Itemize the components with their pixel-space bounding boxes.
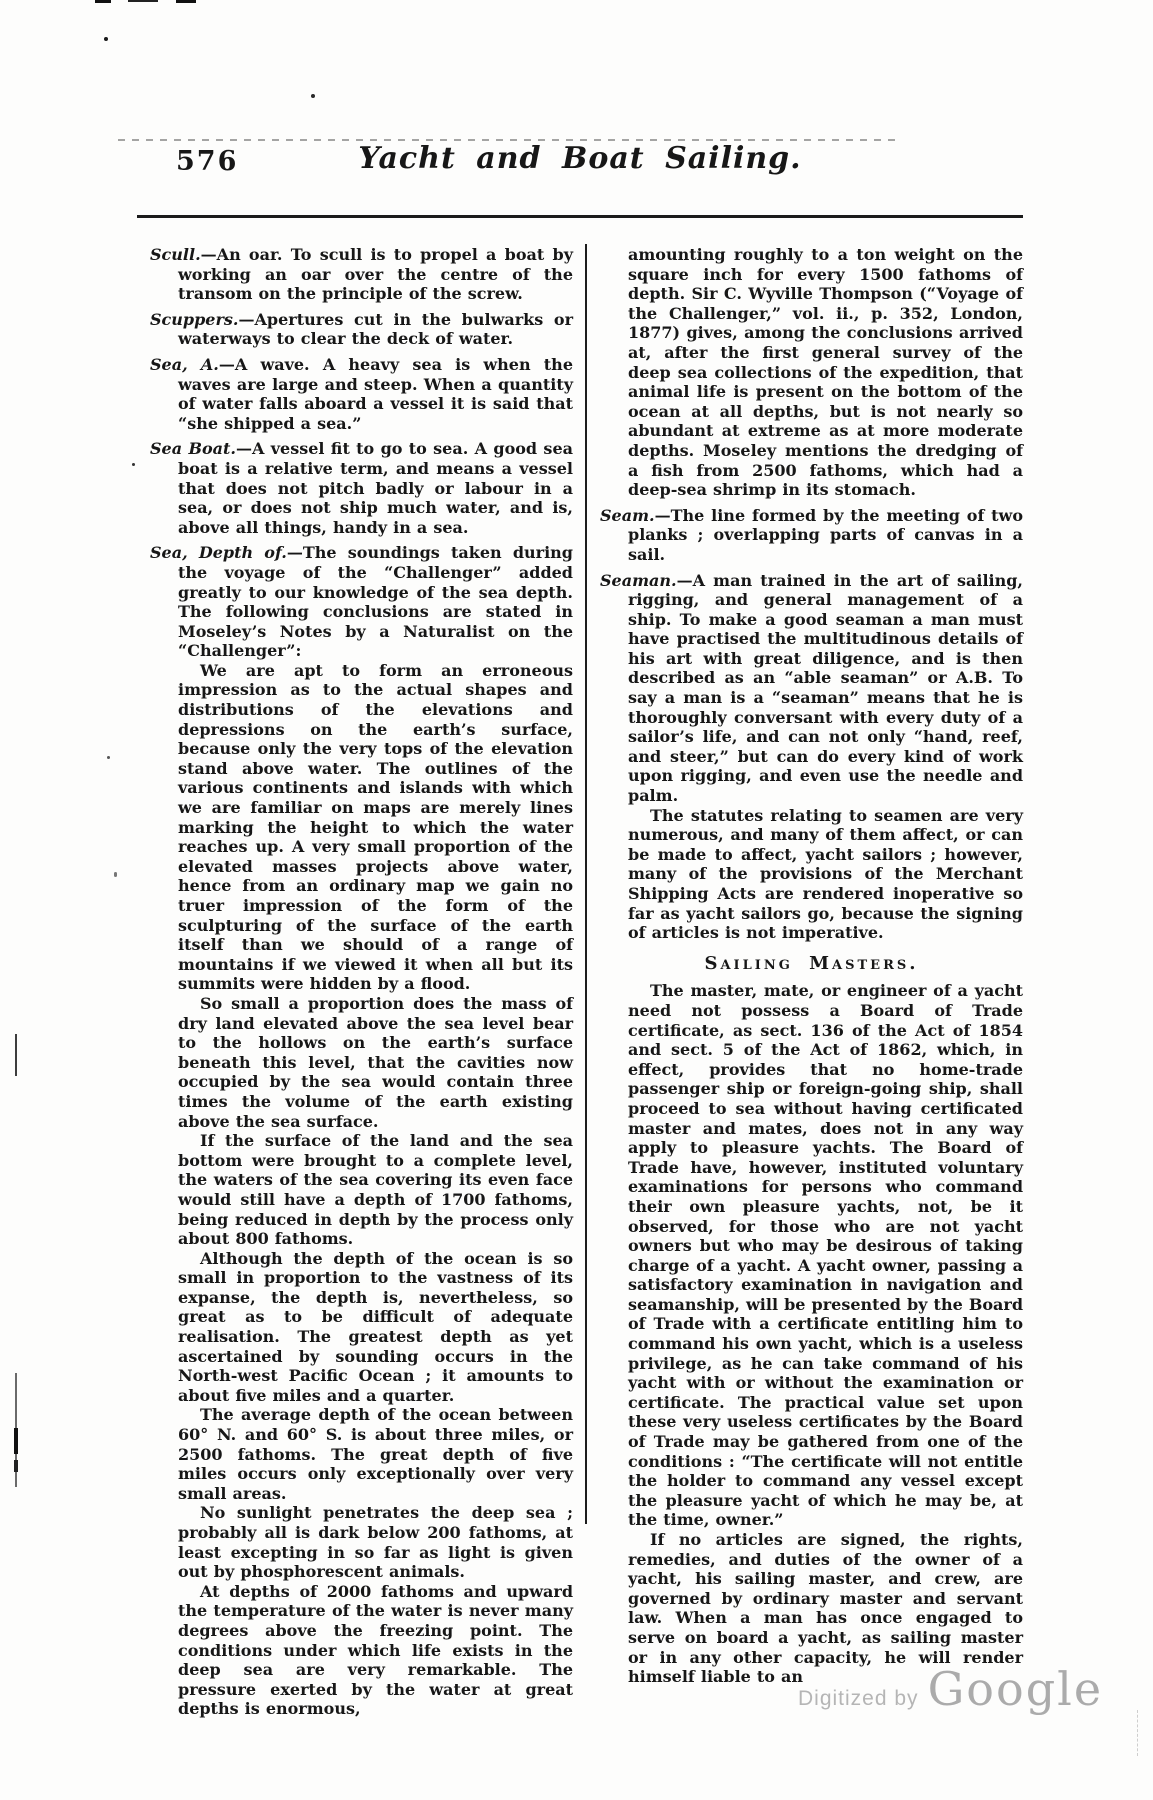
scan-speck <box>107 756 110 759</box>
paragraph: Scull.—An oar. To scull is to propel a boat by working an oar over the centre of the transom on the principle of the screw. <box>150 245 573 304</box>
paragraph: Although the depth of the ocean is so small in proportion to the vastness of its expanse, the depth is, nevertheless, so great as to be difficult of adequate realisation. The greatest depth as yet ascertained by sounding occurs in the North-west Pacific Ocean ; it amounts to about five miles and a quarter. <box>178 1248 573 1405</box>
scan-speck <box>95 0 111 3</box>
scan-edge-artifact <box>1137 1710 1138 1756</box>
left-column <box>150 245 573 1725</box>
paragraph: The average depth of the ocean between 60° N. and 60° S. is about three miles, or 2500 fathoms. The great depth of five miles occurs only exceptionally over very small areas. <box>178 1405 573 1503</box>
paragraph: No sunlight penetrates the deep sea ; probably all is dark below 200 fathoms, at least excepting in so far as light is given out by phosphorescent animals. <box>178 1503 573 1582</box>
section-heading: Sailing Masters. <box>704 952 919 974</box>
entry-term: Sea Boat. <box>150 439 236 459</box>
glossary-entry <box>150 355 573 433</box>
glossary-entry <box>150 245 573 304</box>
entry-term: Scull. <box>150 245 201 264</box>
paragraph: The statutes relating to seamen are very numerous, and many of them affect, or can be made to affect, yacht sailors ; however, many of the provisions of the Merchant Shipping Acts are rendered inoperative so far as yacht sailors go, because the signing of articles is not imperative. <box>628 805 1023 943</box>
right-column <box>600 245 1023 1693</box>
scan-speck <box>176 0 196 3</box>
scan-speck <box>132 463 135 466</box>
scan-speck <box>311 94 315 98</box>
google-logo: Google <box>927 1662 1104 1716</box>
column-divider-rule <box>585 244 587 1524</box>
paragraph: If the surface of the land and the sea bottom were brought to a complete level, the waters of the sea covering its even face would still have a depth of 1700 fathoms, being reduced in depth by the process only about 800 fathoms. <box>178 1131 573 1249</box>
scan-speck <box>114 872 117 877</box>
entry-term: Sea, A. <box>150 354 219 374</box>
entry-term: Seaman. <box>600 570 677 590</box>
paragraph: Seam.—The line formed by the meeting of two planks ; overlapping parts of canvas in a sail. <box>600 505 1023 564</box>
header-rule <box>137 215 1023 218</box>
glossary-entry <box>600 506 1023 565</box>
paragraph-block <box>600 245 1023 500</box>
glossary-entry <box>150 543 573 1719</box>
scan-speck <box>128 0 158 2</box>
entry-term: Scuppers. <box>150 309 239 329</box>
running-title: Yacht and Boat Sailing. <box>358 141 802 176</box>
paragraph: Seaman.—A man trained in the art of sailing, rigging, and general management of a ship. To make a good seaman a man must have practised the multitudinous details of his art with great diligence, and is then described as an “able seaman” or A.B. To say a man is a “seaman” means that he is thoroughly conversant with every duty of a sailor’s life, and can not only “hand, reef, and steer,” but can do every kind of work upon rigging, and even use the needle and palm. <box>600 570 1023 806</box>
paragraph: At depths of 2000 fathoms and upward the temperature of the water is never many degrees above the freezing point. The conditions under which life exists in the deep sea are very remarkable. The pressure exerted by the water at great depths is enormous, <box>178 1581 573 1719</box>
paragraph: Sea Boat.—A vessel fit to go to sea. A good sea boat is a relative term, and means a vessel that does not pitch badly or labour in a sea, or does not ship much water, and is, above all things, handy in a sea. <box>150 439 573 537</box>
digitization-watermark <box>798 1662 1103 1716</box>
scan-edge-artifact <box>14 1460 18 1472</box>
glossary-entry <box>150 310 573 349</box>
paragraph: The master, mate, or engineer of a yacht need not possess a Board of Trade certificate, as sect. 136 of the Act of 1854 and sect. 5 of the Act of 1862, which, in effect, provides that no home-trade passenger ship or foreign-going ship, shall proceed to sea without having certificated master and mates, does not in any way apply to pleasure yachts. The Board of Trade have, however, instituted voluntary examinations for persons who command their own pleasure yachts, not, be it observed, for those who are not yacht owners but who may be desirous of taking charge of a yacht. A yacht owner, passing a satisfactory examination in navigation and seamanship, will be presented by the Board of Trade with a certificate entitling him to command his own yacht, which is a useless privilege, as he can take command of his yacht with or without the examination or certificate. The practical value set upon these very useless certificates by the Board of Trade may be gathered from one of the conditions : “The certificate will not entitle the holder to command any vessel except the pleasure yacht of which he may be, at the time, owner.” <box>628 981 1023 1530</box>
scan-edge-artifact <box>15 1034 17 1076</box>
watermark-text: Digitized by <box>798 1687 919 1710</box>
paragraph-block <box>600 981 1023 1686</box>
glossary-entry <box>600 571 1023 943</box>
scan-edge-artifact <box>14 1428 18 1454</box>
scan-speck <box>104 37 108 41</box>
paragraph: Sea, A.—A wave. A heavy sea is when the waves are large and steep. When a quantity of water falls aboard a vessel it is said that “she shipped a sea.” <box>150 354 573 433</box>
paragraph: Sea, Depth of.—The soundings taken during the voyage of the “Challenger” added greatly to our knowledge of the sea depth. The following conclusions are stated in Moseley’s Notes by a Naturalist on the “Challenger”: <box>150 543 573 661</box>
glossary-entry <box>150 439 573 537</box>
paragraph: If no articles are signed, the rights, remedies, and duties of the owner of a yacht, his sailing master, and crew, are governed by ordinary master and servant law. When a man has once engaged to serve on board a yacht, as sailing master or in any other capacity, he will render himself liable to an <box>628 1530 1023 1687</box>
paragraph: So small a proportion does the mass of dry land elevated above the sea level bear to the hollows on the earth’s surface beneath this level, that the cavities now occupied by the sea would contain three times the volume of the earth existing above the sea surface. <box>178 993 573 1131</box>
entry-term: Seam. <box>600 505 655 525</box>
paragraph: Scuppers.—Apertures cut in the bulwarks or waterways to clear the deck of water. <box>150 309 573 349</box>
page-number: 576 <box>176 146 239 177</box>
paragraph: We are apt to form an erroneous impression as to the actual shapes and distributions of the elevations and depressions on the earth’s surface, because only the very tops of the elevation stand above water. The outlines of the various continents and islands with which we are familiar on maps are merely lines marking the height to which the water reaches up. A very small proportion of the elevated masses projects above water, hence from an ordinary map we gain no truer impression of the form of the sculpturing of the surface of the earth itself than we should of a range of mountains if we viewed it when all but its summits were hidden by a flood. <box>178 660 573 994</box>
entry-term: Sea, Depth of. <box>150 543 287 563</box>
paragraph: amounting roughly to a ton weight on the square inch for every 1500 fathoms of depth. Sir C. Wyville Thompson (“Voyage of the Challenger,” vol. ii., p. 352, London, 1877) gives, among the conclusions arrived at, after the first general survey of the deep sea collections of the expedition, that animal life is present on the bottom of the ocean at all depths, but is not nearly so abundant at extreme as at more moderate depths. Moseley mentions the dredging of a fish from 2500 fathoms, which had a deep-sea shrimp in its stomach. <box>628 245 1023 500</box>
